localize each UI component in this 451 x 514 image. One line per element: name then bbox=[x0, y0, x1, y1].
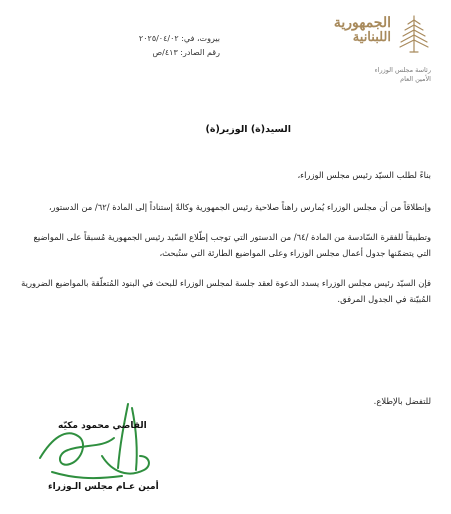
letterhead-subtitle bbox=[321, 66, 431, 85]
paragraph-3: وتطبيقاً للفقرة السّادسة من المادة /٦٤/ من الدستور التي توجب إطّلاع السّيد رئيس الجمهورية مُسبقاً على المواضيع التي يتضمّنها جدول أعمال مجلس الوزراء وعلى المواضيع الطارئة التي ستُبحث، bbox=[33, 231, 431, 258]
paragraph-2: وإنطلاقاً من أن مجلس الوزراء يُمارس راهناً صلاحية رئيس الجمهورية وكالةً إستناداً إلى المادة /٦٢/ من الدستور، bbox=[48, 201, 431, 212]
reference-line: رقم الصادر: ٤١٣/ص bbox=[152, 48, 220, 57]
cedar-icon bbox=[397, 12, 431, 56]
date-line: بيروت، في: ٢٠٢٥/٠٤/٠٢ bbox=[138, 34, 220, 43]
paragraph-4: فإن السيّد رئيس مجلس الوزراء يسدد الدعوة لعقد جلسة لمجلس الوزراء للبحث في البنود المُتعلّقة بالمواضيع الضرورية المُبيّنة في الجدول المرفق. bbox=[21, 277, 431, 304]
letterhead-title-line1: الجمهورية bbox=[333, 15, 391, 31]
signature-image bbox=[32, 398, 162, 494]
signatory-title: أمين عـام مجلس الـوزراء bbox=[48, 482, 159, 492]
letterhead-sub-line1: رئاسة مجلس الوزراء bbox=[374, 66, 431, 74]
letterhead-sub-line2: الأمين العام bbox=[400, 75, 431, 84]
closing-line: للتفضل بالإطلاع. bbox=[373, 396, 431, 406]
letterhead bbox=[301, 10, 431, 95]
signatory-name: القاضي محمود مكيّه bbox=[58, 421, 147, 431]
addressee: السيد(ة) الوزير(ة) bbox=[205, 124, 291, 135]
paragraph-1: بناءً لطلب السيّد رئيس مجلس الوزراء، bbox=[297, 170, 431, 180]
letter-meta bbox=[60, 32, 220, 60]
letter-body bbox=[20, 168, 431, 334]
letterhead-title-line2: اللبنانية bbox=[352, 29, 391, 45]
letterhead-title bbox=[301, 16, 391, 44]
